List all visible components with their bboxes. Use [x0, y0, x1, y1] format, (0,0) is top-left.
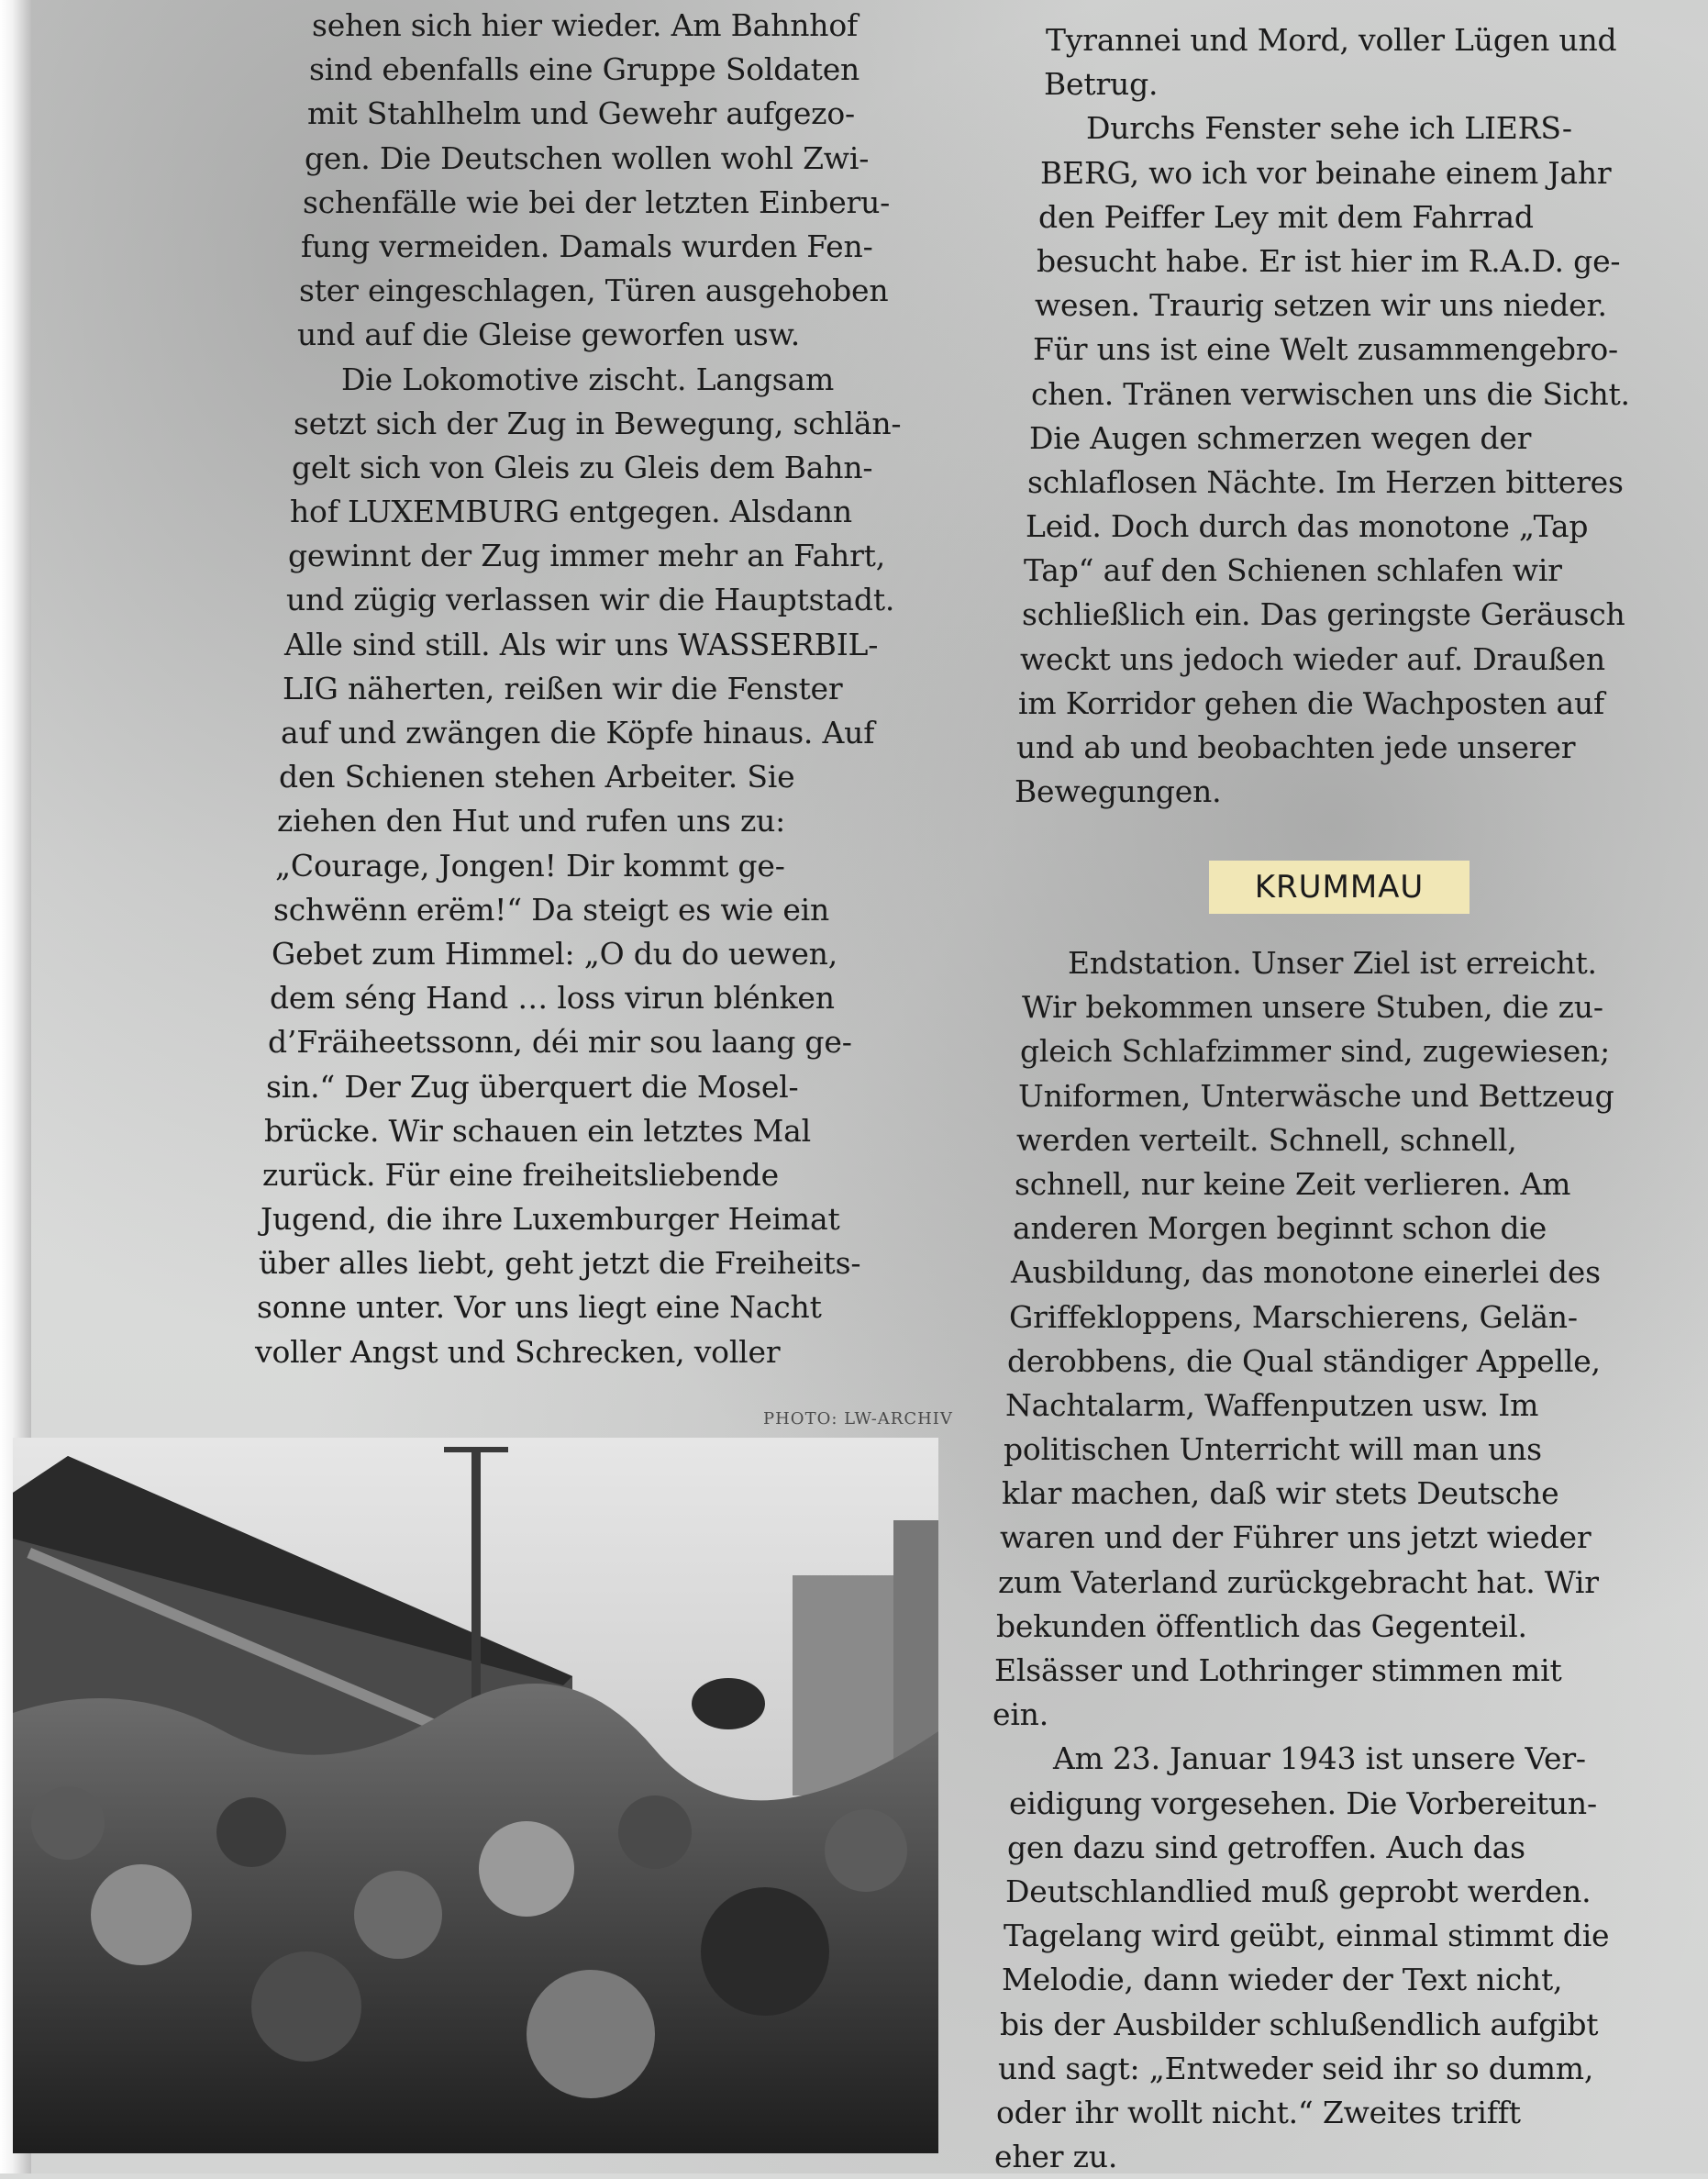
text-line: Alle sind still. Als wir uns WASSERBIL-	[284, 626, 879, 662]
text-line: BERG, wo ich vor beinahe einem Jahr	[1040, 154, 1612, 191]
text-line: wesen. Traurig setzen wir uns nieder.	[1035, 287, 1607, 324]
text-line: gleich Schlafzimmer sind, zugewiesen;	[1020, 1033, 1610, 1070]
text-line: ein.	[993, 1696, 1049, 1733]
text-line: schenfälle wie bei der letzten Einberu-	[303, 183, 891, 220]
text-line: Wir bekommen unsere Stuben, die zu-	[1022, 989, 1603, 1026]
text-line: Tap“ auf den Schienen schlafen wir	[1024, 552, 1562, 589]
text-line: Melodie, dann wieder der Text nicht,	[1002, 1962, 1563, 1998]
text-line: sind ebenfalls eine Gruppe Soldaten	[309, 51, 860, 88]
text-line: anderen Morgen beginnt schon die	[1013, 1210, 1547, 1247]
text-line: Die Augen schmerzen wegen der	[1029, 419, 1532, 456]
text-line: Bewegungen.	[1015, 773, 1222, 810]
text-line: über alles liebt, geht jetzt die Freiheits-	[259, 1245, 861, 1282]
right-text-column-top	[1015, 18, 1669, 814]
text-line: im Korridor gehen die Wachposten auf	[1018, 684, 1605, 721]
text-line: klar machen, daß wir stets Deutsche	[1002, 1475, 1559, 1512]
text-line: ziehen den Hut und rufen uns zu:	[277, 803, 786, 839]
text-line: Die Lokomotive zischt. Langsam	[341, 361, 835, 397]
text-line: fung vermeiden. Damals wurden Fen-	[301, 228, 873, 264]
text-line: auf und zwängen die Köpfe hinaus. Auf	[281, 715, 875, 750]
text-line: dem séng Hand … loss virun blénken	[270, 980, 835, 1017]
text-line: Tagelang wird geübt, einmal stimmt die	[1004, 1918, 1610, 1954]
text-line: schwënn erëm!“ Da steigt es wie ein	[273, 891, 830, 928]
text-line: LIG näherten, reißen wir die Fenster	[283, 670, 843, 706]
text-line: Für uns ist eine Welt zusammengebro-	[1033, 331, 1618, 368]
right-text-column-bottom	[993, 941, 1679, 2179]
section-heading: KRUMMAU	[1209, 861, 1470, 914]
text-line: Jugend, die ihre Luxemburger Heimat	[261, 1201, 840, 1238]
text-line: Deutschlandlied muß geprobt werden.	[1005, 1873, 1592, 1909]
text-line: den Peiffer Ley mit dem Fahrrad	[1038, 198, 1534, 235]
text-line: bis der Ausbilder schlußendlich aufgibt	[1000, 2006, 1599, 2042]
text-line: Nachtalarm, Waffenputzen usw. Im	[1005, 1386, 1539, 1423]
text-line: zurück. Für eine freiheitsliebende	[262, 1156, 779, 1193]
text-line: Uniformen, Unterwäsche und Bettzeug	[1018, 1077, 1614, 1114]
text-line: oder ihr wollt nicht.“ Zweites trifft	[996, 2094, 1521, 2130]
text-line: voller Angst und Schrecken, voller	[255, 1333, 781, 1370]
text-line: derobbens, die Qual ständiger Appelle,	[1007, 1342, 1601, 1379]
photo-illustration	[13, 1438, 938, 2153]
text-line: Tyrannei und Mord, voller Lügen und	[1046, 22, 1617, 58]
text-line: hof LUXEMBURG entgegen. Alsdann	[290, 494, 852, 530]
text-line: schnell, nur keine Zeit verlieren. Am	[1015, 1165, 1571, 1202]
text-line: mit Stahlhelm und Gewehr aufgezo-	[307, 95, 855, 132]
text-line: eher zu.	[994, 2139, 1118, 2175]
text-line: und auf die Gleise geworfen usw.	[297, 317, 801, 353]
text-line: gewinnt der Zug immer mehr an Fahrt,	[288, 538, 886, 574]
text-line: eidigung vorgesehen. Die Vorbereitun-	[1009, 1784, 1597, 1821]
text-line: und zügig verlassen wir die Hauptstadt.	[286, 582, 895, 618]
text-line: d’Fräiheetssonn, déi mir sou laang ge-	[268, 1024, 852, 1061]
text-line: chen. Tränen verwischen uns die Sicht.	[1031, 375, 1630, 412]
text-line: Elsässer und Lothringer stimmen mit	[994, 1652, 1562, 1688]
text-line: besucht habe. Er ist hier im R.A.D. ge-	[1037, 242, 1621, 279]
text-line: sonne unter. Vor uns liegt eine Nacht	[257, 1289, 822, 1326]
text-line: den Schienen stehen Arbeiter. Sie	[279, 759, 795, 795]
archive-photo-train-crowd	[13, 1438, 938, 2153]
text-line: gen dazu sind getroffen. Auch das	[1007, 1829, 1525, 1865]
text-line: bekunden öffentlich das Gegenteil.	[996, 1607, 1527, 1644]
text-line: und ab und beobachten jede unserer	[1016, 729, 1576, 765]
text-line: Ausbildung, das monotone einerlei des	[1011, 1254, 1601, 1291]
text-line: Durchs Fenster sehe ich LIERS-	[1086, 110, 1572, 147]
text-line: werden verteilt. Schnell, schnell,	[1016, 1121, 1517, 1158]
text-line: Betrug.	[1044, 66, 1159, 103]
text-line: Endstation. Unser Ziel ist erreicht.	[1068, 945, 1597, 981]
text-line: schließlich ein. Das geringste Geräusch	[1022, 596, 1625, 633]
text-line: und sagt: „Entweder seid ihr so dumm,	[998, 2050, 1594, 2086]
text-line: Am 23. Januar 1943 ist unsere Ver-	[1053, 1740, 1586, 1777]
text-line: Leid. Doch durch das monotone „Tap	[1026, 508, 1589, 545]
left-text-column	[255, 4, 954, 1374]
text-line: „Courage, Jongen! Dir kommt ge-	[275, 847, 785, 884]
text-line: sin.“ Der Zug überquert die Mosel-	[266, 1068, 799, 1105]
text-line: schlaflosen Nächte. Im Herzen bitteres	[1027, 463, 1624, 500]
text-line: gen. Die Deutschen wollen wohl Zwi-	[305, 139, 870, 176]
text-line: waren und der Führer uns jetzt wieder	[1000, 1519, 1592, 1556]
text-line: gelt sich von Gleis zu Gleis dem Bahn-	[292, 449, 873, 485]
text-line: sehen sich hier wieder. Am Bahnhof	[312, 7, 858, 43]
text-line: ster eingeschlagen, Türen ausgehoben	[299, 272, 889, 309]
text-line: setzt sich der Zug in Bewegung, schlän-	[294, 405, 902, 441]
text-line: brücke. Wir schauen ein letztes Mal	[264, 1112, 811, 1149]
text-line: zum Vaterland zurückgebracht hat. Wir	[998, 1563, 1599, 1600]
text-line: weckt uns jedoch wieder auf. Draußen	[1020, 640, 1605, 677]
text-line: Griffekloppens, Marschierens, Gelän-	[1009, 1298, 1578, 1335]
text-line: Gebet zum Himmel: „O du do uewen,	[272, 935, 838, 972]
photo-caption: PHOTO: LW-ARCHIV	[763, 1409, 953, 1429]
text-line: politischen Unterricht will man uns	[1004, 1431, 1542, 1468]
